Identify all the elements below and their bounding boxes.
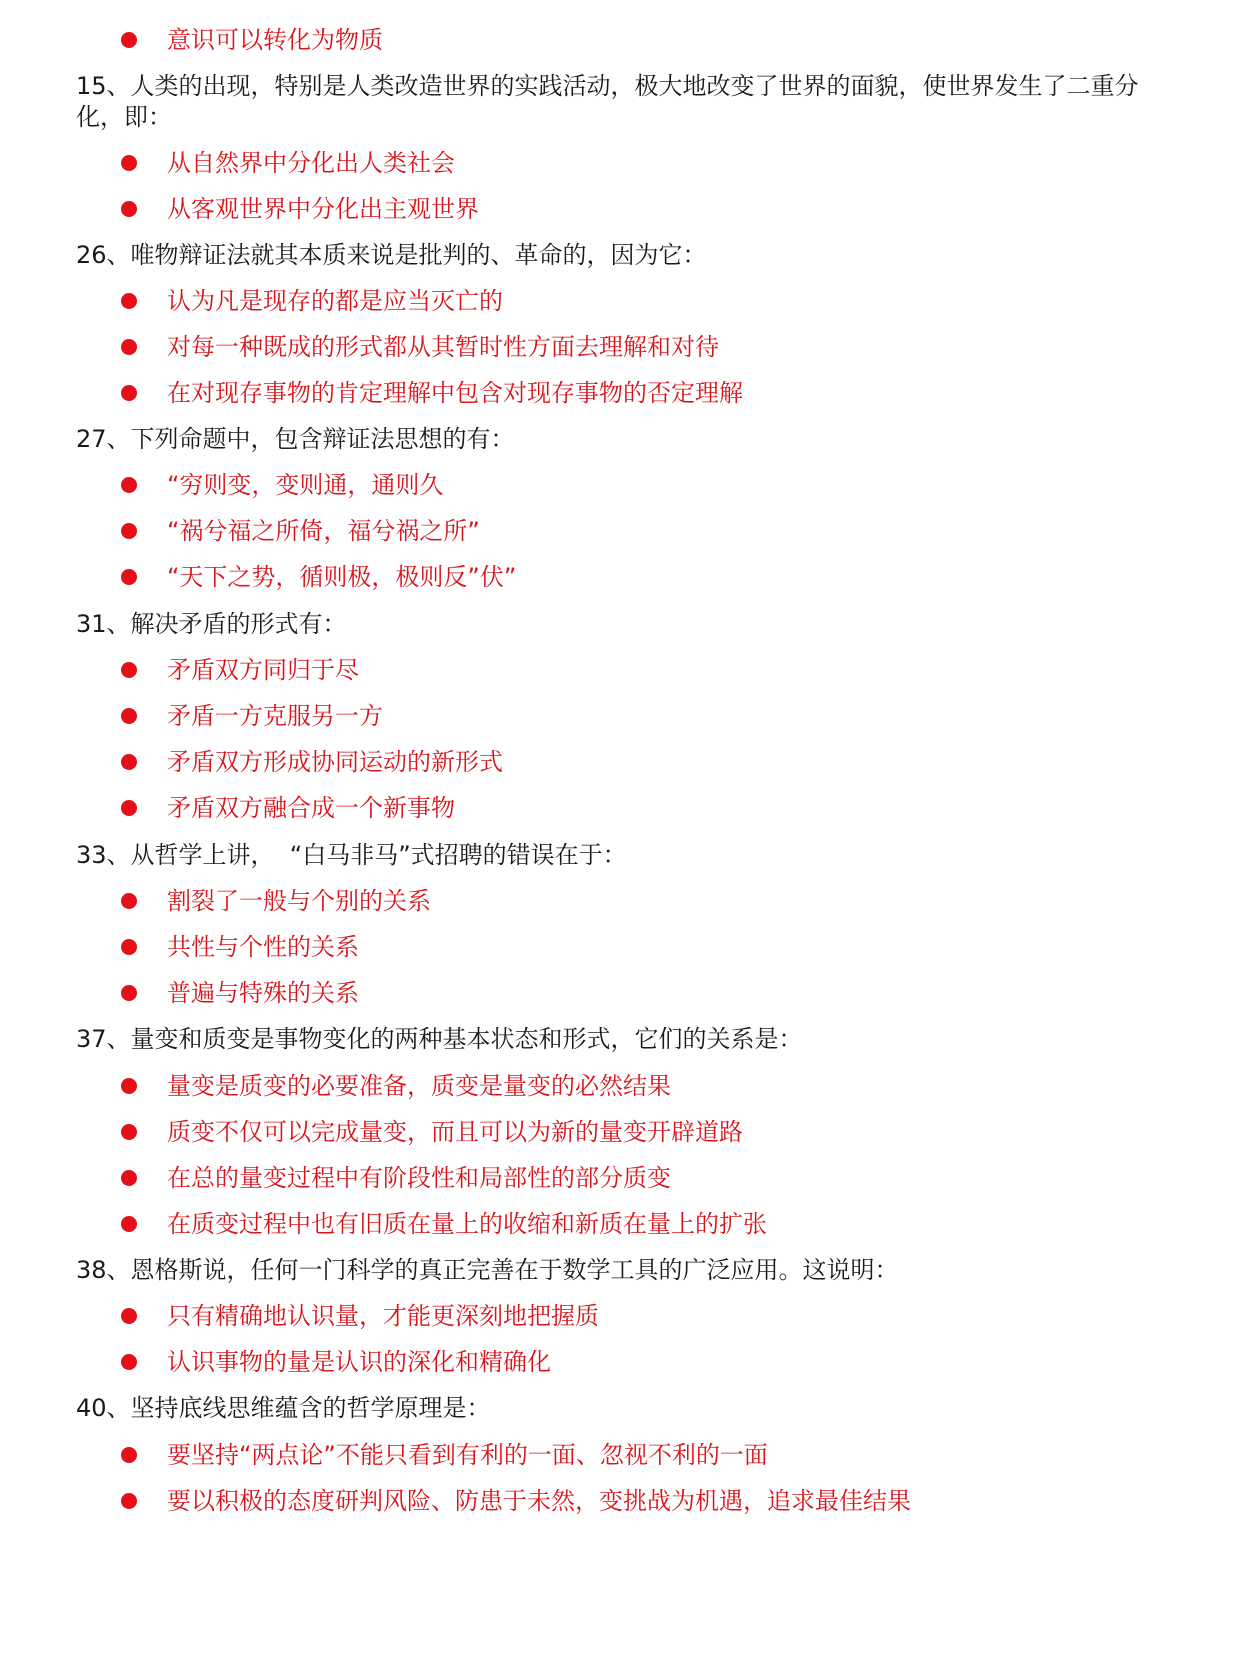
bullet-icon [121,893,137,909]
answer-item [0,793,1242,823]
bullet-icon [121,662,137,678]
answer-item [0,978,1242,1008]
answer-item [0,286,1242,316]
answer-item [0,194,1242,224]
answer-text: 认为凡是现存的都是应当灭亡的 [167,287,503,315]
answer-text: 要以积极的态度研判风险、防患于未然，变挑战为机遇，追求最佳结果 [167,1487,911,1515]
bullet-icon [121,1078,137,1094]
answer-item [0,1163,1242,1193]
bullet-icon [121,1354,137,1370]
bullet-icon [121,1124,137,1140]
question-40: 40、坚持底线思维蕴含的哲学原理是： [76,1394,491,1422]
answer-text: 量变是质变的必要准备，质变是量变的必然结果 [167,1072,671,1100]
answer-text: 要坚持“两点论”不能只看到有利的一面、忽视不利的一面 [167,1441,768,1469]
bullet-icon [121,1447,137,1463]
answer-item [0,655,1242,685]
bullet-icon [121,1308,137,1324]
answer-text: 在质变过程中也有旧质在量上的收缩和新质在量上的扩张 [167,1210,767,1238]
answer-item [0,1440,1242,1470]
answer-text: 只有精确地认识量，才能更深刻地把握质 [167,1302,599,1330]
answer-item [0,1486,1242,1516]
answer-text: 在总的量变过程中有阶段性和局部性的部分质变 [167,1164,671,1192]
answer-item [0,332,1242,362]
bullet-icon [121,1493,137,1509]
bullet-icon [121,754,137,770]
answer-item [0,1209,1242,1239]
answer-item [0,701,1242,731]
answer-text: 矛盾双方融合成一个新事物 [167,794,455,822]
question-27: 27、下列命题中，包含辩证法思想的有： [76,425,515,453]
bullet-icon [121,32,137,48]
bullet-icon [121,985,137,1001]
bullet-icon [121,385,137,401]
answer-item [0,25,1242,55]
answer-item [0,516,1242,546]
answer-text: 在对现存事物的肯定理解中包含对现存事物的否定理解 [167,379,743,407]
answer-text: 认识事物的量是认识的深化和精确化 [167,1348,551,1376]
answer-text: 对每一种既成的形式都从其暂时性方面去理解和对待 [167,333,719,361]
bullet-icon [121,155,137,171]
answer-item [0,1071,1242,1101]
bullet-icon [121,201,137,217]
bullet-icon [121,939,137,955]
answer-text: “穷则变，变则通，通则久 [167,471,444,499]
answer-text: 从自然界中分化出人类社会 [167,149,455,177]
answer-text: 共性与个性的关系 [167,933,359,961]
answer-item [0,932,1242,962]
answer-text: 从客观世界中分化出主观世界 [167,195,479,223]
bullet-icon [121,339,137,355]
answer-text: 意识可以转化为物质 [167,26,383,54]
answer-item [0,148,1242,178]
question-26: 26、唯物辩证法就其本质来说是批判的、革命的，因为它： [76,241,707,269]
answer-item [0,562,1242,592]
question-37: 37、量变和质变是事物变化的两种基本状态和形式，它们的关系是： [76,1025,803,1053]
bullet-icon [121,569,137,585]
bullet-icon [121,800,137,816]
answer-item [0,1347,1242,1377]
answer-item [0,1117,1242,1147]
answer-item [0,378,1242,408]
answer-text: 矛盾双方同归于尽 [167,656,359,684]
answer-text: “祸兮福之所倚，福兮祸之所” [167,517,480,545]
bullet-icon [121,708,137,724]
answer-text: 矛盾双方形成协同运动的新形式 [167,748,503,776]
bullet-icon [121,523,137,539]
answer-text: 割裂了一般与个别的关系 [167,887,431,915]
answer-item [0,1301,1242,1331]
bullet-icon [121,477,137,493]
answer-text: 质变不仅可以完成量变，而且可以为新的量变开辟道路 [167,1118,743,1146]
question-38: 38、恩格斯说，任何一门科学的真正完善在于数学工具的广泛应用。这说明： [76,1256,899,1284]
answer-text: “天下之势，循则极，极则反”伏” [167,563,517,591]
answer-item [0,886,1242,916]
answer-text: 普遍与特殊的关系 [167,979,359,1007]
question-31: 31、解决矛盾的形式有： [76,610,347,638]
question-15: 15、人类的出现，特别是人类改造世界的实践活动，极大地改变了世界的面貌，使世界发生了二重分 [76,72,1139,100]
bullet-icon [121,1170,137,1186]
question-15-continued: 化，即： [76,103,172,131]
answer-item [0,470,1242,500]
bullet-icon [121,1216,137,1232]
answer-text: 矛盾一方克服另一方 [167,702,383,730]
bullet-icon [121,293,137,309]
question-33: 33、从哲学上讲， “白马非马”式招聘的错误在于： [76,841,627,869]
answer-item [0,747,1242,777]
